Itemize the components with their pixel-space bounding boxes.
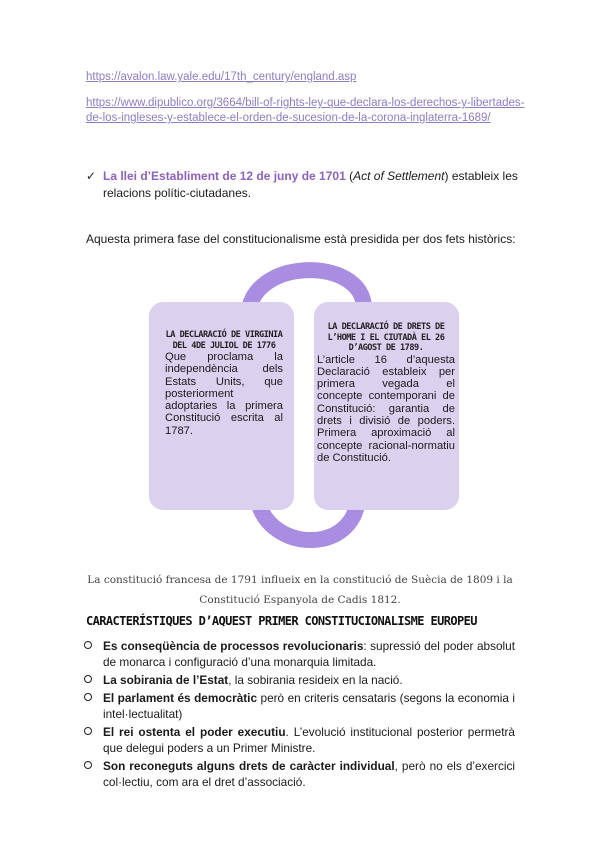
rights-of-man-title: LA DECLARACIÓ DE DRETS DE L’HOME I EL CIUTADÀ EL 26 D’AGOST DE 1789. bbox=[327, 322, 445, 353]
list-item bbox=[103, 758, 515, 790]
circle-bullet-icon bbox=[84, 727, 92, 735]
list-item-text: : supressió del poder absolut de monarca i configuració d’una monarquia limitada. bbox=[103, 639, 515, 669]
list-item bbox=[103, 690, 515, 722]
list-item-text: . L’evolució institucional posterior permetrà que delegui poders a un Primer Ministre. bbox=[103, 725, 515, 755]
list-item-bold: Son reconeguts alguns drets de caràcter individual bbox=[103, 759, 395, 773]
circle-bullet-icon bbox=[84, 693, 92, 701]
open-paren: ( bbox=[345, 169, 354, 183]
act-name: Act of Settlement bbox=[353, 169, 445, 183]
list-item-bold: El rei ostenta el poder executiu bbox=[103, 725, 286, 739]
list-item-bold: Es conseqüència de processos revolucionaris bbox=[103, 639, 364, 653]
list-item-text: , la sobirania resideix en la nació. bbox=[228, 673, 403, 687]
check-item-text: ) estableix les relacions polític-ciutadanes. bbox=[103, 169, 518, 200]
list-item-bold: La sobirania de l’Estat bbox=[103, 673, 229, 687]
list-item bbox=[103, 672, 515, 688]
list-item-text: però en criteris censataris (segons la economia i intel·lectualitat) bbox=[103, 691, 515, 721]
section-heading: CARACTERÍSTIQUES D’AQUEST PRIMER CONSTITUCIONALISME EUROPEU bbox=[86, 614, 477, 628]
list-item bbox=[103, 724, 515, 756]
check-icon: ✓ bbox=[86, 169, 97, 183]
list-item-text: , però no els d’exercici col·lectiu, com ara el dret d’associació. bbox=[103, 759, 515, 789]
circle-bullet-icon bbox=[84, 641, 92, 649]
constitution-influence-caption: La constitució francesa de 1791 influeix en la constitució de Suècia de 1809 i la Constitució Espanyola de Cadis 1812. bbox=[87, 574, 513, 606]
virginia-declaration-box bbox=[149, 302, 294, 510]
cycle-diagram bbox=[148, 262, 468, 552]
settlement-act-label: La llei d’Establiment de 12 de juny de 1701 bbox=[103, 169, 346, 183]
virginia-body: Que proclama la independència dels Estats Units, que posteriorment adoptaries la primera Constitució escrita al 1787. bbox=[165, 351, 283, 437]
virginia-title: LA DECLARACIÓ DE VIRGINIA DEL 4DE JULIOL DE 1776 bbox=[165, 330, 283, 351]
list-item-bold: El parlament és democràtic bbox=[103, 691, 258, 705]
rights-of-man-body: L’article 16 d’aquesta Declaració estableix per primera vegada el concepte contemporani de Constitució: garantia de drets i divisió de poders. Primera aproximació al concepte racional-normatiu de Constitució. bbox=[317, 353, 455, 464]
circle-bullet-icon bbox=[84, 675, 92, 683]
intro-paragraph: Aquesta primera fase del constitucionalisme està presidida per dos fets històrics: bbox=[86, 232, 516, 246]
list-item bbox=[103, 638, 515, 670]
check-list-item bbox=[86, 168, 523, 202]
circle-bullet-icon bbox=[84, 761, 92, 769]
reference-link-avalon[interactable]: https://avalon.law.yale.edu/17th_century/england.asp bbox=[86, 71, 357, 83]
rights-of-man-box bbox=[314, 302, 459, 510]
characteristics-list bbox=[103, 638, 515, 792]
reference-link-dipublico[interactable]: https://www.dipublico.org/3664/bill-of-rights-ley-que-declara-los-derechos-y-libertades-de-los-ingleses-y-establece-el-orden-de-sucesion-de-la-corona-inglaterra-1689/ bbox=[86, 97, 525, 124]
